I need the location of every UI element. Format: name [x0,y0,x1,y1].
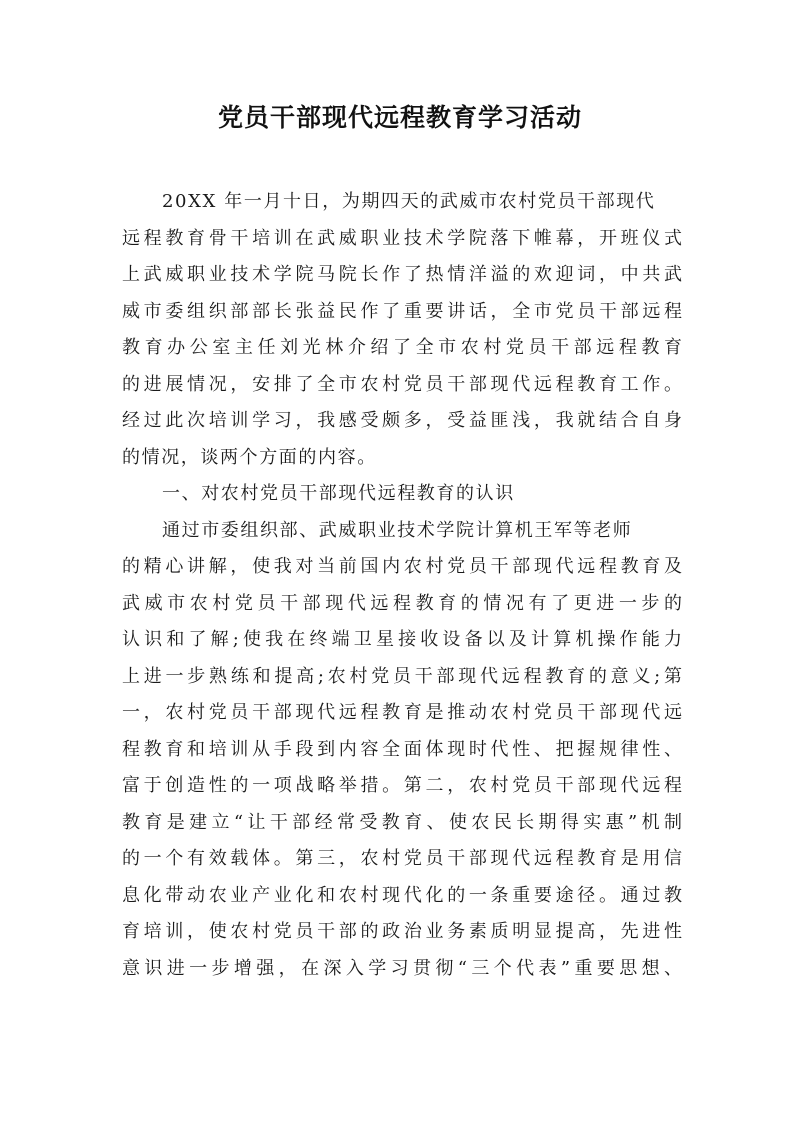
paragraph-line: 上进一步熟练和提高;农村党员干部现代远程教育的意义;第 [122,665,682,687]
section-heading: 一、对农村党员干部现代远程教育的认识 [162,483,515,504]
paragraph-line: 20XX 年一月十日，为期四天的武威市农村党员干部现代 [162,191,656,212]
paragraph-line: 远程教育骨干培训在武威职业技术学院落下帷幕，开班仪式 [122,227,682,249]
paragraph-line: 的一个有效载体。第三，农村党员干部现代远程教育是用信 [122,848,682,869]
paragraph-line: 武威市农村党员干部现代远程教育的情况有了更进一步的 [122,592,682,614]
paragraph-line: 威市委组织部部长张益民作了重要讲话，全市党员干部远程 [122,300,682,322]
paragraph-line: 意识进一步增强，在深入学习贯彻“三个代表”重要思想、 [122,957,682,979]
paragraph-line: 的情况，谈两个方面的内容。 [122,446,377,468]
paragraph-line: 通过市委组织部、武威职业技术学院计算机王军等老师 [162,519,633,541]
paragraph-line: 程教育和培训从手段到内容全面体现时代性、把握规律性、 [122,738,682,760]
paragraph-line: 的精心讲解，使我对当前国内农村党员干部现代远程教育及 [122,556,682,577]
paragraph-line: 认识和了解;使我在终端卫星接收设备以及计算机操作能力 [122,629,682,650]
document-title: 党员干部现代远程教育学习活动 [217,103,582,132]
paragraph-line: 经过此次培训学习，我感受颇多，受益匪浅，我就结合自身 [122,410,682,431]
document-body [122,184,682,987]
paragraph-line: 一，农村党员干部现代远程教育是推动农村党员干部现代远 [122,702,682,723]
paragraph-line: 教育办公室主任刘光林介绍了全市农村党员干部远程教育 [122,337,682,358]
paragraph-line: 教育是建立“让干部经常受教育、使农民长期得实惠”机制 [122,811,682,833]
paragraph-line: 上武威职业技术学院马院长作了热情洋溢的欢迎词，中共武 [122,264,682,285]
paragraph-line: 育培训，使农村党员干部的政治业务素质明显提高，先进性 [122,921,682,942]
paragraph-line: 的进展情况，安排了全市农村党员干部现代远程教育工作。 [122,373,682,395]
paragraph-line: 富于创造性的一项战略举措。第二，农村党员干部现代远程 [122,775,682,796]
paragraph-line: 息化带动农业产业化和农村现代化的一条重要途径。通过教 [122,884,682,906]
